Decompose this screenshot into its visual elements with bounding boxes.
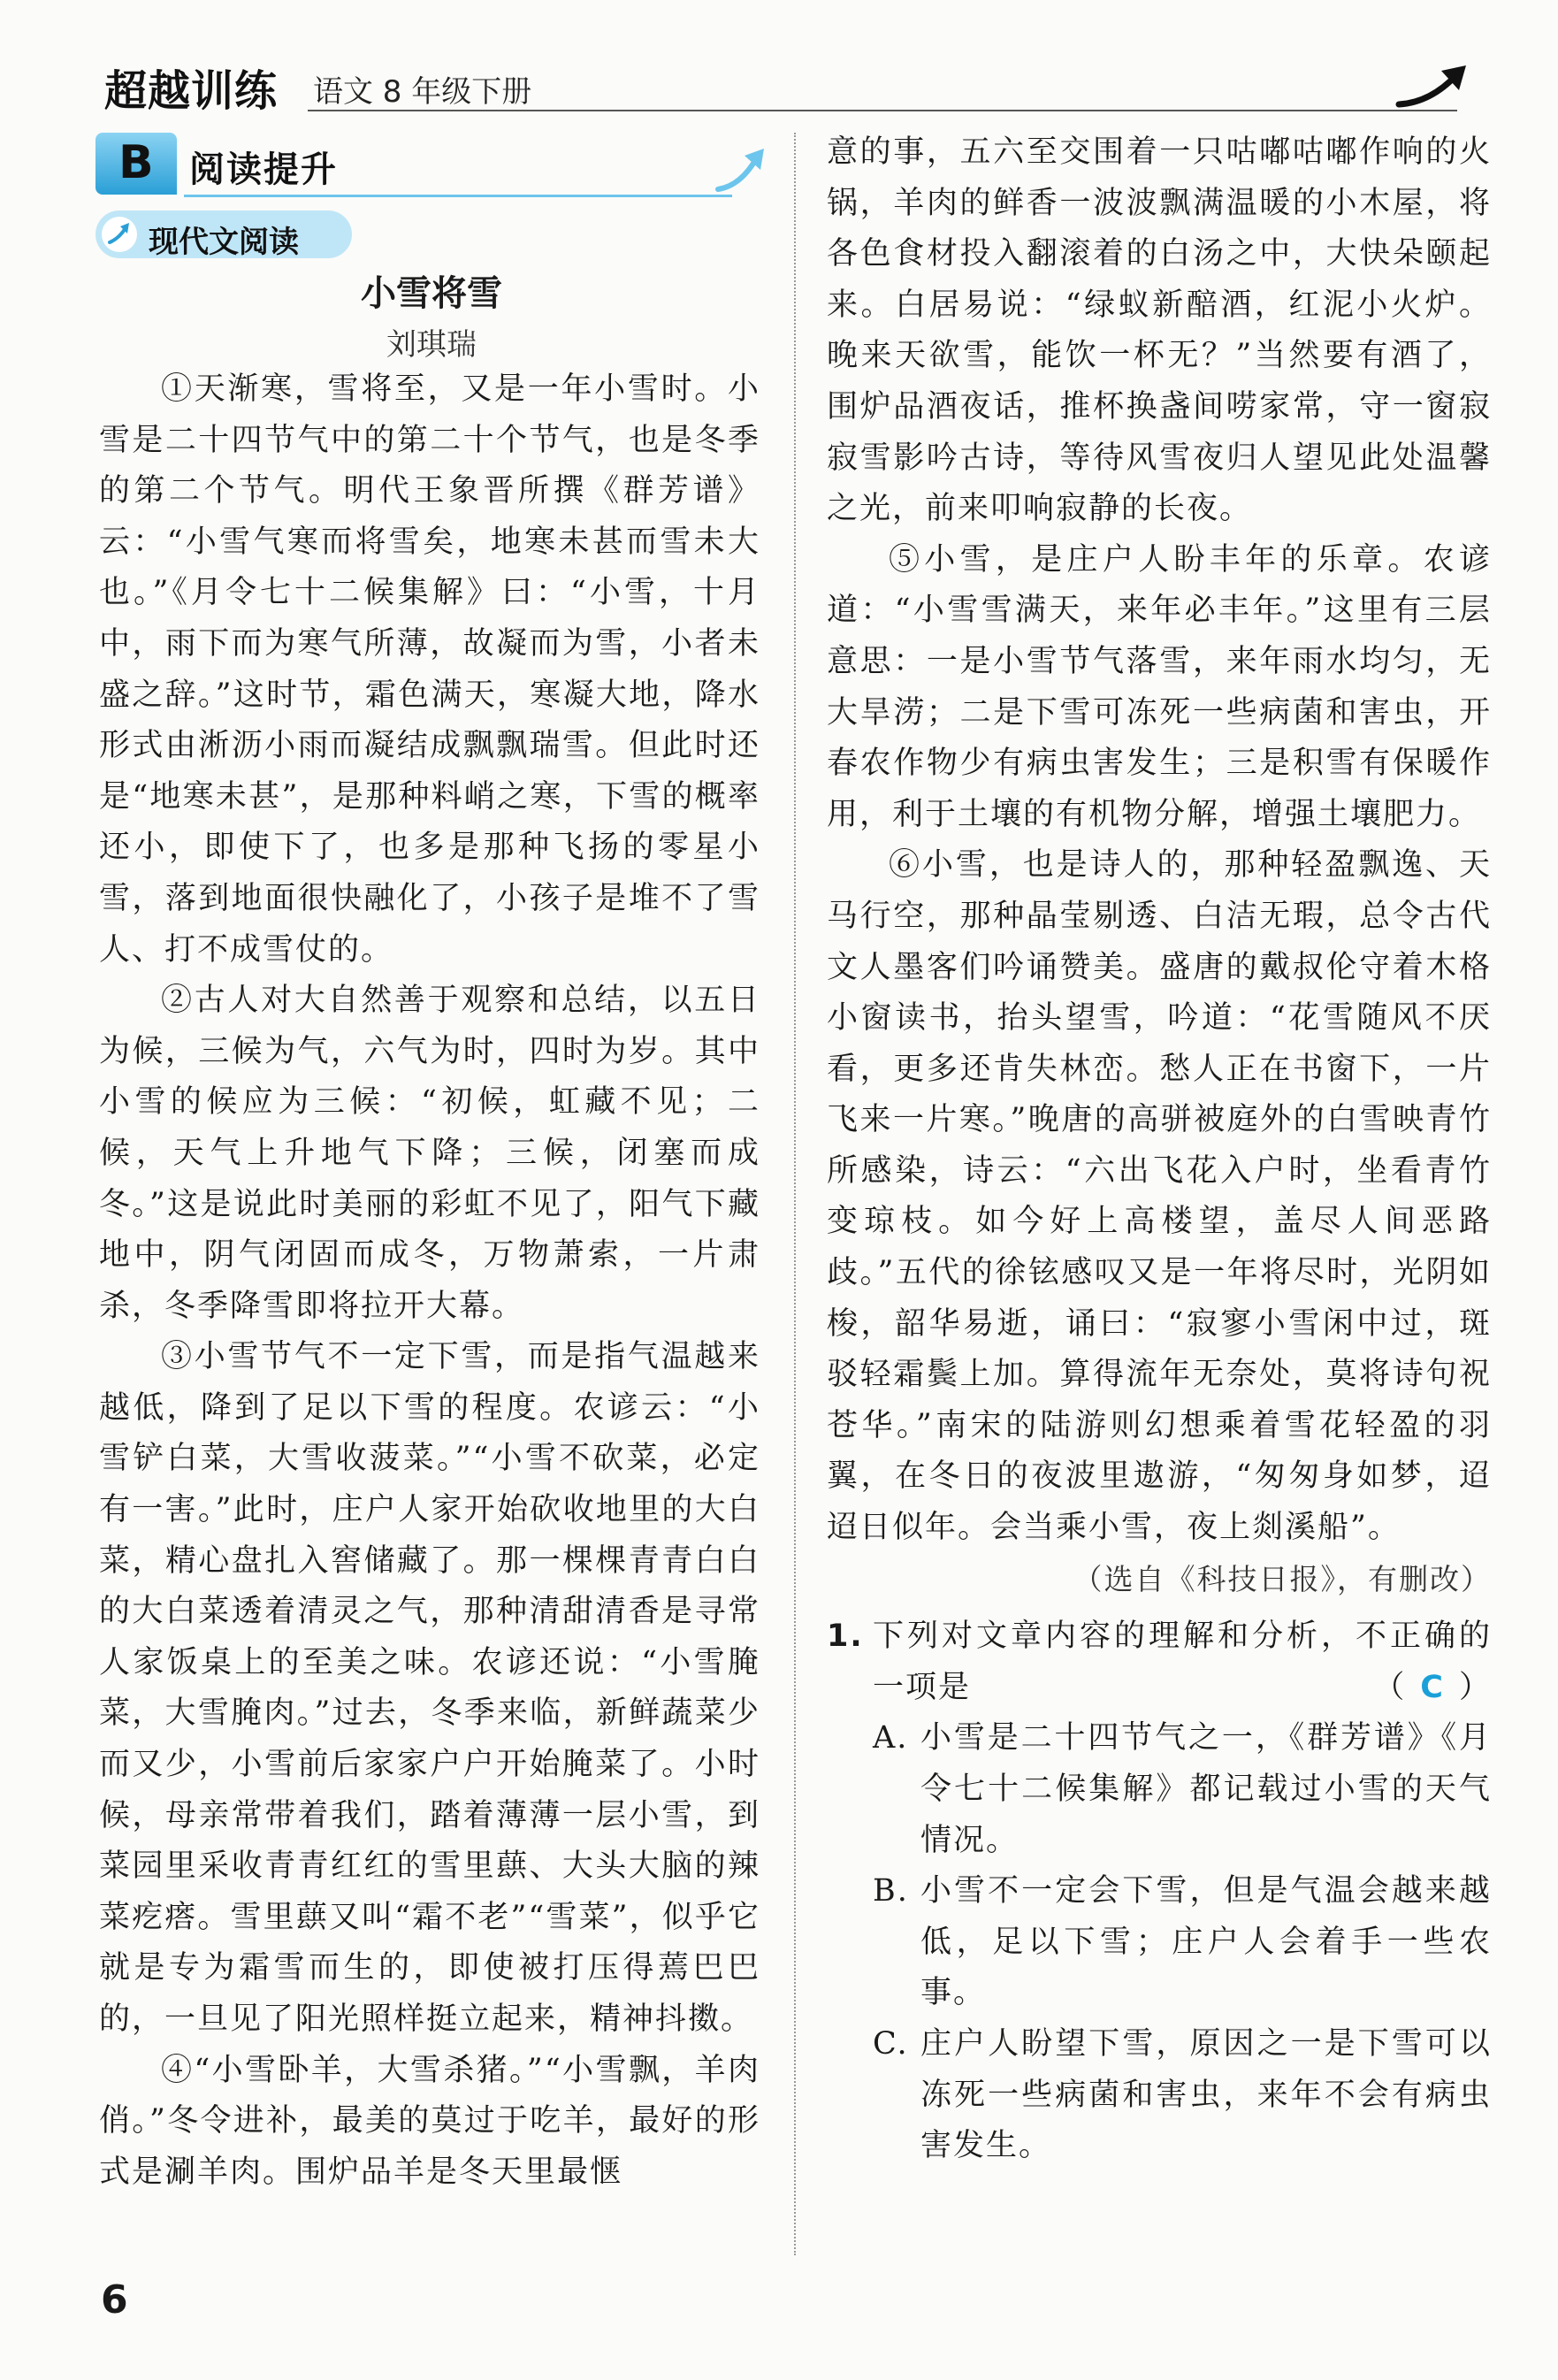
option-text: 庄户人盼望下雪，原因之一是下雪可以冻死一些病菌和害虫，来年不会有病虫害发生。 [920,2025,1492,2164]
option-b [827,1866,1492,2019]
option-text: 小雪不一定会下雪，但是气温会越来越低，足以下雪；庄户人会着手一些农事。 [920,1873,1492,2011]
article-source: （选自《科技日报》，有删改） [1073,1561,1492,1596]
section-arrow-icon [714,145,768,195]
option-text: 小雪是二十四节气之一，《群芳谱》《月令七十二候集解》都记载过小雪的天气情况。 [920,1720,1492,1858]
question-1 [827,1611,1492,2172]
page-header [104,51,1501,116]
option-key: C. [873,2025,909,2062]
paragraph-1: ①天渐寒，雪将至，又是一年小雪时。小雪是二十四节气中的第二十个节气，也是冬季的第二个节气。明代王象晋所撰《群芳谱》云：“小雪气寒而将雪矣，地寒未甚而雪未大也。”《月令七十二候集解》曰：“小雪，十月中，雨下而为寒气所薄，故凝而为雪，小者未盛之辞。”这时节，霜色满天，寒凝大地，降水形式由淅沥小雨而凝结成飘飘瑞雪。但此时还是“地寒未甚”，是那种料峭之寒，下雪的概率还小，即使下了，也多是那种飞扬的零星小雪，落到地面很快融化了，小孩子是堆不了雪人、打不成雪仗的。 [99,371,760,968]
paren-close: ） [1458,1669,1492,1705]
question-number: 1. [827,1619,864,1655]
subject-label: 语文 8 年级下册 [313,74,532,110]
answer-bracket [1373,1663,1492,1714]
option-a [827,1713,1492,1866]
article-author: 刘琪瑞 [386,327,477,363]
section-title: 阅读提升 [189,149,338,190]
page-number: 6 [101,2277,128,2323]
article-title: 小雪将雪 [361,272,502,314]
right-column [827,127,1492,2172]
header-rule [308,110,1457,111]
paragraph-3: ③小雪节气不一定下雪，而是指气温越来越低，降到了足以下雪的程度。农谚云：“小雪铲白菜，大雪收菠菜。”“小雪不砍菜，必定有一害。”此时，庄户人家开始砍收地里的大白菜，精心盘扎入窖储藏了。那一棵棵青青白白的大白菜透着清灵之气，那种清甜清香是寻常人家饭桌上的至美之味。农谚还说：“小雪腌菜，大雪腌肉。”过去，冬季来临，新鲜蔬菜少而又少，小雪前后家家户户开始腌菜了。小时候，母亲常带着我们，踏着薄薄一层小雪，到菜园里采收青青红红的雪里蕻、大头大脑的辣菜疙瘩。雪里蕻又叫“霜不老”“雪菜”，似乎它就是专为霜雪而生的，即使被打压得蔫巴巴的，一旦见了阳光照样挺立起来，精神抖擞。 [99,1339,760,2037]
paragraph-4: ④“小雪卧羊，大雪杀猪。”“小雪飘，羊肉俏。”冬令进补，最美的莫过于吃羊，最好的形式是涮羊肉。围炉品羊是冬天里最惬 [99,2052,760,2190]
paragraph-5: ⑤小雪，是庄户人盼丰年的乐章。农谚道：“小雪雪满天，来年必丰年。”这里有三层意思：一是小雪节气落雪，来年雨水均匀，无大旱涝；二是下雪可冻死一些病菌和害虫，开春农作物少有病虫害发生；三是积雪有保暖作用，利于土壤的有机物分解，增强土壤肥力。 [827,541,1492,832]
section-rule [184,195,732,197]
paragraph-4-continued: 意的事，五六至交围着一只咕嘟咕嘟作响的火锅，羊肉的鲜香一波波飘满温暖的小木屋，将各色食材投入翻滚着的白汤之中，大快朵颐起来。白居易说：“绿蚁新醅酒，红泥小火炉。晚来天欲雪，能饮一杯无？”当然要有酒了，围炉品酒夜话，推杯换盏间唠家常，守一窗寂寂雪影吟古诗，等待风雪夜归人望见此处温馨之光，前来叩响寂静的长夜。 [827,134,1492,527]
left-column [99,364,760,2198]
column-divider [794,133,796,2255]
subsection-pill [95,210,352,258]
question-text: 下列对文章内容的理解和分析，不正确的一项是 [873,1619,1492,1705]
swoosh-arrow-icon [1395,58,1475,111]
brand-title: 超越训练 [104,66,279,116]
paragraph-2: ②古人对大自然善于观察和总结，以五日为候，三候为气，六气为时，四时为岁。其中小雪的候应为三候：“初候，虹藏不见；二候，天气上升地气下降；三候，闭塞而成冬。”这是说此时美丽的彩虹不见了，阳气下藏地中，阴气闭固而成冬，万物萧索，一片肃杀，冬季降雪即将拉开大幕。 [99,983,760,1324]
arrow-circle-icon [101,216,138,253]
question-stem [827,1611,1492,1713]
option-key: B. [873,1873,909,1909]
answer-letter: C [1420,1669,1445,1705]
paren-open: （ [1373,1669,1407,1705]
option-key: A. [873,1720,909,1756]
option-c [827,2019,1492,2172]
section-banner [95,133,768,198]
paragraph-6: ⑥小雪，也是诗人的，那种轻盈飘逸、天马行空，那种晶莹剔透、白洁无瑕，总令古代文人墨客们吟诵赞美。盛唐的戴叔伦守着木格小窗读书，抬头望雪，吟道：“花雪随风不厌看，更多还肯失林峦。愁人正在书窗下，一片飞来一片寒。”晚唐的高骈被庭外的白雪映青竹所感染，诗云：“六出飞花入户时，坐看青竹变琼枝。如今好上高楼望，盖尽人间恶路歧。”五代的徐铉感叹又是一年将尽时，光阴如梭，韶华易逝，诵曰：“寂寥小雪闲中过，斑驳轻霜鬓上加。算得流年无奈处，莫将诗句祝苍华。”南宋的陆游则幻想乘着雪花轻盈的羽翼，在冬日的夜波里遨游，“匆匆身如梦，迢迢日似年。会当乘小雪，夜上剡溪船”。 [827,847,1492,1546]
section-letter: B [118,136,154,189]
subsection-title: 现代文阅读 [149,225,299,260]
